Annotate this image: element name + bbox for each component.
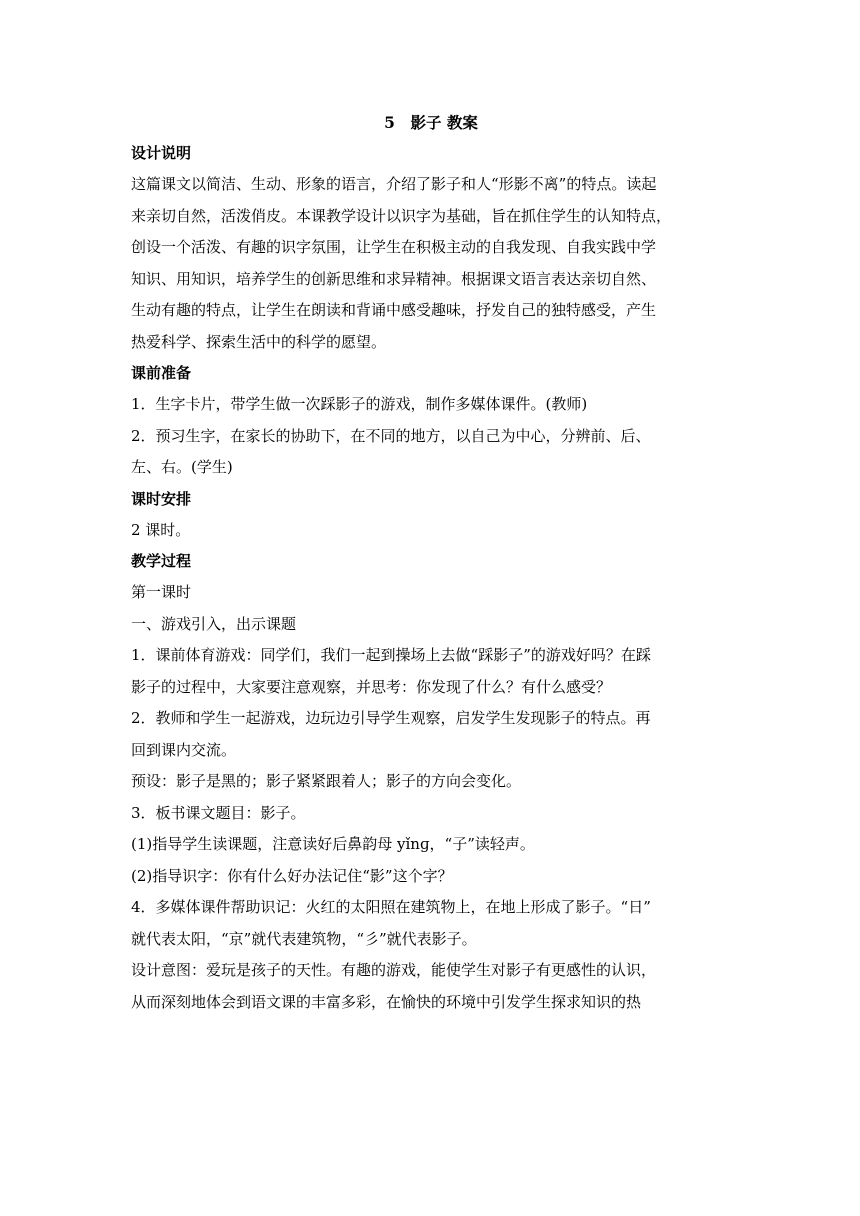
text-line: 创设一个活泼、有趣的识字氛围，让学生在积极主动的自我发现、自我实践中学	[131, 238, 657, 256]
text-line: 3．板书课文题目：影子。	[131, 803, 306, 822]
section-heading-teaching-process: 教学过程	[131, 552, 192, 570]
section-heading-design-notes: 设计说明	[131, 144, 192, 162]
text-line: 这篇课文以简洁、生动、形象的语言，介绍了影子和人“形影不离”的特点。读起	[131, 175, 657, 193]
document-title: 5 影子 教案	[384, 113, 478, 132]
text-line: 影子的过程中，大家要注意观察，并思考：你发现了什么？有什么感受？	[131, 677, 612, 696]
section-heading-preparation: 课前准备	[131, 364, 192, 382]
text-line: 1．生字卡片，带学生做一次踩影子的游戏，制作多媒体课件。(教师)	[131, 395, 588, 413]
section-heading-schedule: 课时安排	[131, 489, 192, 508]
text-line: 回到课内交流。	[131, 740, 237, 759]
teaching-process-paragraph	[131, 577, 731, 1018]
design-notes-paragraph	[131, 169, 731, 358]
schedule-paragraph	[131, 515, 731, 547]
text-line: 设计意图：爱玩是孩子的天性。有趣的游戏，能使学生对影子有更感性的认识，	[131, 961, 657, 979]
document-page	[131, 108, 731, 1018]
text-line: 第一课时	[131, 583, 192, 601]
text-line: 生动有趣的特点，让学生在朗读和背诵中感受趣味，抒发自己的独特感受，产生	[131, 301, 657, 319]
text-line: 热爱科学、探索生活中的科学的愿望。	[131, 332, 387, 351]
text-line: (2)指导识字：你有什么好办法记住“影”这个字？	[131, 866, 453, 885]
text-line: 预设：影子是黑的；影子紧紧跟着人；影子的方向会变化。	[131, 772, 522, 790]
text-line: 就代表太阳，“京”就代表建筑物，“彡”就代表影子。	[131, 929, 477, 948]
text-line: 4．多媒体课件帮助识记：火红的太阳照在建筑物上，在地上形成了影子。“日”	[131, 898, 651, 916]
text-line: 左、右。(学生)	[131, 458, 233, 476]
text-line: 2 课时。	[131, 520, 191, 539]
text-line: 知识、用知识，培养学生的创新思维和求异精神。根据课文语言表达亲切自然、	[131, 269, 657, 288]
preparation-paragraph	[131, 389, 731, 484]
text-line: 从而深刻地体会到语文课的丰富多彩，在愉快的环境中引发学生探求知识的热	[131, 992, 642, 1011]
text-line: 1．课前体育游戏：同学们，我们一起到操场上去做“踩影子”的游戏好吗？在踩	[131, 646, 651, 664]
text-line: 来亲切自然，活泼俏皮。本课教学设计以识字为基础，旨在抓住学生的认知特点，	[131, 206, 672, 225]
text-line: 2．教师和学生一起游戏，边玩边引导学生观察，启发学生发现影子的特点。再	[131, 709, 651, 727]
text-line: (1)指导学生读课题，注意读好后鼻韵母 yǐnɡ，“子”读轻声。	[131, 835, 535, 853]
text-line: 一、游戏引入，出示课题	[131, 614, 297, 633]
text-line: 2．预习生字，在家长的协助下，在不同的地方，以自己为中心，分辨前、后、	[131, 426, 651, 445]
